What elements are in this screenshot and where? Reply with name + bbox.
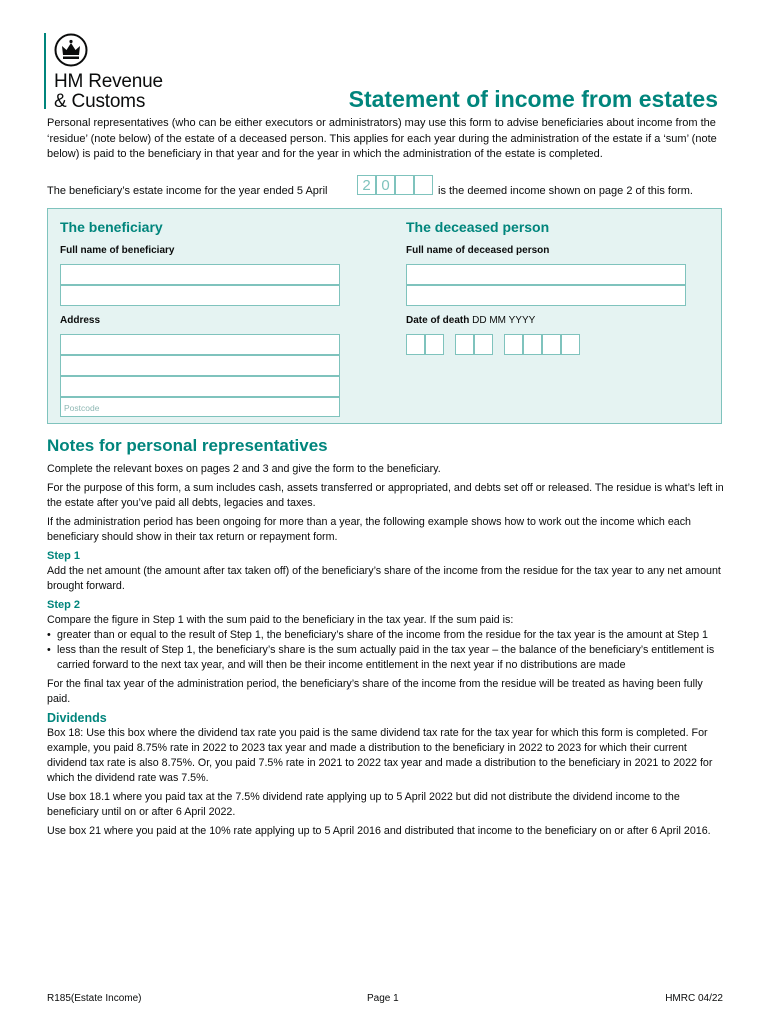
- address-field-2[interactable]: [60, 355, 340, 376]
- postcode-placeholder: Postcode: [64, 403, 100, 413]
- form-reference: R185(Estate Income): [47, 993, 142, 1004]
- list-item: • greater than or equal to the result of Step 1, the beneficiary’s share of the income from the residue for the tax year is the amount at Step 1: [47, 628, 727, 643]
- dividends-paragraph-3: Use box 21 where you paid at the 10% rate applying up to 5 April 2016 and distributed that income to the beneficiary on or after 6 April 2016.: [47, 825, 711, 837]
- dividends-paragraph-1: Box 18: Use this box where the dividend tax rate you paid is the same dividend tax rate for the tax year for which this form is completed. For example, you paid 8.75% rate in 2022 to 2023 tax year and made a distribution to the beneficiary in 2022 to 2023 for which their current dividend tax rate is also 8.75%. Or, you paid 7.5% rate in 2021 to 2022 tax year and made a distribution to the beneficiary in 2021 to 2022 for which the dividend rate was 7.5%.: [47, 727, 713, 784]
- year-digit-box-2[interactable]: 0: [376, 175, 395, 195]
- beneficiary-name-field-2[interactable]: [60, 285, 340, 306]
- org-name-line1: HM Revenue: [54, 71, 163, 92]
- dod-day-box-1[interactable]: [406, 334, 425, 355]
- dividends-heading: Dividends: [47, 711, 107, 725]
- dod-year-box-2[interactable]: [523, 334, 542, 355]
- deceased-heading: The deceased person: [406, 219, 550, 235]
- deceased-name-field-2[interactable]: [406, 285, 686, 306]
- dod-day-box-2[interactable]: [425, 334, 444, 355]
- notes-section: [47, 436, 727, 843]
- deceased-name-label: Full name of deceased person: [406, 245, 550, 256]
- dod-month-box-2[interactable]: [474, 334, 493, 355]
- dod-year-box-3[interactable]: [542, 334, 561, 355]
- dod-month-box-1[interactable]: [455, 334, 474, 355]
- postcode-field[interactable]: [60, 397, 340, 417]
- dod-year-box-1[interactable]: [504, 334, 523, 355]
- date-of-death-label: [406, 315, 535, 326]
- step1-text: Add the net amount (the amount after tax taken off) of the beneficiary’s share of the income from the residue for the tax year to any net amount brought forward.: [47, 565, 721, 592]
- beneficiary-name-label: Full name of beneficiary: [60, 245, 175, 256]
- form-version: HMRC 04/22: [665, 993, 723, 1004]
- year-digit-box-3[interactable]: [395, 175, 414, 195]
- date-of-death-label-text: Date of death: [406, 315, 470, 326]
- step2-text: Compare the figure in Step 1 with the sum paid to the beneficiary in the tax year. If the sum paid is:: [47, 614, 514, 626]
- crown-crest-icon: [54, 33, 88, 67]
- step1-heading: Step 1: [47, 550, 81, 562]
- address-field-3[interactable]: [60, 376, 340, 397]
- notes-heading: Notes for personal representatives: [47, 436, 328, 455]
- details-panel: [47, 208, 722, 424]
- hmrc-logo: [44, 33, 163, 112]
- deceased-name-field-1[interactable]: [406, 264, 686, 285]
- notes-paragraph-2: For the purpose of this form, a sum includes cash, assets transferred or appropriated, and debts set off or released. The residue is what’s left in the estate after you’ve paid all debts, legacies and taxes.: [47, 482, 724, 509]
- org-name-line2: & Customs: [54, 91, 146, 112]
- dod-year-box-4[interactable]: [561, 334, 580, 355]
- beneficiary-heading: The beneficiary: [60, 219, 163, 235]
- final-year-text: For the final tax year of the administration period, the beneficiary’s share of the income from the residue will be treated as having been fully paid.: [47, 678, 703, 705]
- page-number: Page 1: [367, 993, 399, 1004]
- step2-list: [47, 628, 727, 673]
- notes-paragraph-1: Complete the relevant boxes on pages 2 and 3 and give the form to the beneficiary.: [47, 463, 441, 475]
- tax-year-suffix: is the deemed income shown on page 2 of this form.: [438, 185, 693, 197]
- beneficiary-name-field-1[interactable]: [60, 264, 340, 285]
- step2-heading: Step 2: [47, 599, 81, 611]
- address-label: Address: [60, 315, 101, 326]
- year-digit-box-1[interactable]: 2: [357, 175, 376, 195]
- year-digit-box-4[interactable]: [414, 175, 433, 195]
- form-title: Statement of income from estates: [348, 86, 718, 112]
- date-format-hint: DD MM YYYY: [472, 315, 536, 326]
- list-item: • less than the result of Step 1, the beneficiary’s share is the sum actually paid in the tax year – the balance of the beneficiary’s entitlement is carried forward to the next tax year, and will then be their income entitlement in the next year if no distributions are made: [47, 643, 727, 673]
- notes-paragraph-3: If the administration period has been ongoing for more than a year, the following example shows how to work out the income which each beneficiary should show in their tax return or repayment form.: [47, 516, 691, 543]
- tax-year-label: The beneficiary’s estate income for the year ended 5 April: [47, 185, 328, 197]
- intro-text: Personal representatives (who can be either executors or administrators) may use this form to advise beneficiaries about income from the ‘residue’ (note below) of the estate of a deceased person. This applies for each year during the administration of the estate if a ‘sum’ (note below) is paid to the beneficiary in that year and for the year in which the administration of the estate is completed.: [47, 117, 717, 160]
- dividends-paragraph-2: Use box 18.1 where you paid tax at the 7.5% dividend rate applying up to 5 April 2022 but did not distribute the dividend income to the beneficiary until on or after 6 April 2022.: [47, 791, 680, 818]
- address-field-1[interactable]: [60, 334, 340, 355]
- tax-year-line: [47, 175, 727, 197]
